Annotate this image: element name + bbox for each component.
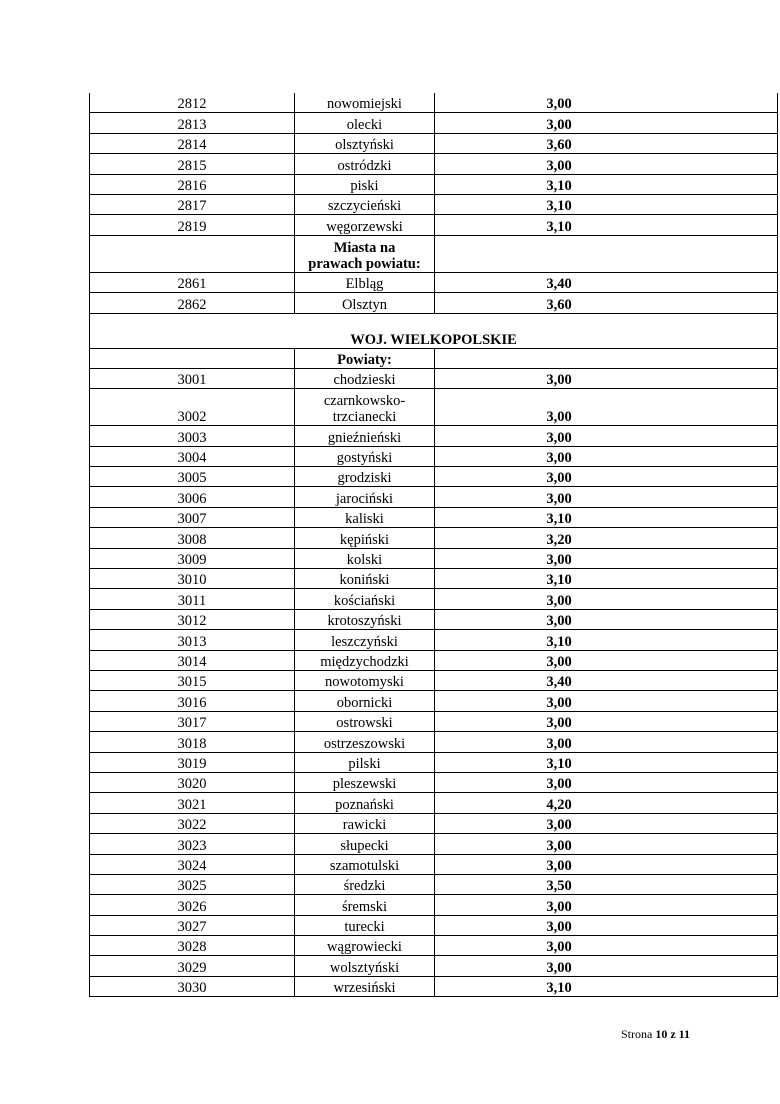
- rate-cell: [435, 609, 778, 629]
- county-name: leszczyński: [331, 633, 398, 650]
- code-text: 3007: [177, 511, 207, 528]
- rate-value: 3,00: [546, 470, 572, 487]
- rate-value: 3,40: [546, 276, 572, 293]
- code-cell: [90, 752, 295, 772]
- code-cell: [90, 670, 295, 690]
- code-cell: [90, 630, 295, 650]
- rate-value: 3,40: [546, 674, 572, 691]
- county-name: gostyński: [336, 450, 393, 467]
- code-cell: [90, 93, 295, 113]
- table-row: [90, 711, 778, 731]
- code-cell: [90, 834, 295, 854]
- table-row: [90, 732, 778, 752]
- code-text: 3018: [177, 735, 207, 752]
- rate-value: 3,50: [546, 878, 572, 895]
- code-text: 3010: [177, 572, 207, 589]
- code-text: 2816: [177, 177, 207, 194]
- footer-page-number: 10: [655, 1027, 668, 1041]
- code-text: 3013: [177, 633, 207, 650]
- county-name: obornicki: [336, 694, 393, 711]
- table-row: [90, 194, 778, 214]
- rate-value: 3,00: [546, 490, 572, 507]
- county-cell: [295, 194, 435, 214]
- table-row: [90, 936, 778, 956]
- rate-cell: [435, 895, 778, 915]
- table-row: [90, 389, 778, 426]
- county-name: jarociński: [335, 490, 394, 507]
- code-cell: [90, 854, 295, 874]
- county-cell: [295, 215, 435, 235]
- table-row: [90, 630, 778, 650]
- rate-value: 3,00: [546, 817, 572, 834]
- footer-separator: z: [670, 1027, 676, 1041]
- rate-value: 3,60: [546, 296, 572, 313]
- section-subheader: [295, 235, 435, 272]
- county-name: szczycieński: [327, 198, 402, 215]
- table-row: [90, 609, 778, 629]
- code-cell: [90, 915, 295, 935]
- table-row: [90, 426, 778, 446]
- rate-value: 3,00: [546, 116, 572, 133]
- county-name: pleszewski: [332, 776, 397, 793]
- rate-cell: [435, 874, 778, 894]
- rate-cell: [435, 507, 778, 527]
- county-cell: [295, 174, 435, 194]
- county-cell: [295, 154, 435, 174]
- code-text: 2815: [177, 157, 207, 174]
- code-cell: [90, 194, 295, 214]
- code-text: 2813: [177, 116, 207, 133]
- rate-cell: [435, 732, 778, 752]
- county-cell: [295, 936, 435, 956]
- code-cell: [90, 589, 295, 609]
- rate-cell: [435, 813, 778, 833]
- code-text: 3008: [177, 531, 207, 548]
- rate-cell: [435, 446, 778, 466]
- code-cell: [90, 293, 295, 313]
- rate-cell: [435, 113, 778, 133]
- rate-cell: [435, 670, 778, 690]
- county-cell: [295, 650, 435, 670]
- table-row: [90, 834, 778, 854]
- county-cell: [295, 609, 435, 629]
- code-cell: [90, 732, 295, 752]
- county-name: szamotulski: [329, 857, 400, 874]
- code-cell: [90, 772, 295, 792]
- code-text: 3026: [177, 898, 207, 915]
- code-text: 3001: [177, 372, 207, 389]
- code-cell: [90, 569, 295, 589]
- county-cell: [295, 589, 435, 609]
- county-name: międzychodzki: [320, 653, 409, 670]
- code-text: 3021: [177, 796, 207, 813]
- rate-cell: [435, 93, 778, 113]
- rate-cell: [435, 368, 778, 388]
- county-name: nowomiejski: [327, 96, 402, 113]
- rate-cell: [435, 630, 778, 650]
- county-name: koniński: [339, 572, 390, 589]
- code-cell: [90, 976, 295, 996]
- code-cell: [90, 113, 295, 133]
- table-row: [90, 895, 778, 915]
- table-row: [90, 691, 778, 711]
- rate-value: 3,00: [546, 613, 572, 630]
- rate-value: 4,20: [546, 796, 572, 813]
- county-name: turecki: [344, 919, 385, 936]
- rate-value: 3,10: [546, 980, 572, 997]
- county-name-line: trzcianecki: [332, 409, 397, 426]
- code-text: 3002: [177, 409, 207, 426]
- county-name-line: czarnkowsko-: [323, 393, 406, 410]
- rate-cell: [435, 548, 778, 568]
- rate-value: 3,10: [546, 755, 572, 772]
- code-cell: [90, 154, 295, 174]
- code-text: 3020: [177, 776, 207, 793]
- table-row: [90, 235, 778, 272]
- county-cell: [295, 293, 435, 313]
- county-cell: [295, 711, 435, 731]
- code-cell: [90, 813, 295, 833]
- table-row: [90, 174, 778, 194]
- table-row: [90, 874, 778, 894]
- code-text: 3019: [177, 755, 207, 772]
- rate-cell: [435, 389, 778, 426]
- rate-value: 3,10: [546, 198, 572, 215]
- code-cell-empty: [90, 348, 295, 368]
- county-name: słupecki: [340, 837, 389, 854]
- code-cell: [90, 895, 295, 915]
- county-cell: [295, 793, 435, 813]
- footer-page-total: 11: [678, 1027, 690, 1041]
- county-cell: [295, 834, 435, 854]
- rate-cell-empty: [435, 348, 778, 368]
- county-name: olecki: [346, 116, 383, 133]
- section-subheader: [295, 348, 435, 368]
- county-cell: [295, 389, 435, 426]
- region-title: WOJ. WIELKOPOLSKIE: [350, 331, 517, 348]
- code-cell: [90, 467, 295, 487]
- code-text: 3005: [177, 470, 207, 487]
- county-name: Olsztyn: [341, 296, 388, 313]
- rate-cell-empty: [435, 235, 778, 272]
- rate-cell: [435, 752, 778, 772]
- table-row: [90, 976, 778, 996]
- code-text: 3012: [177, 613, 207, 630]
- code-cell: [90, 133, 295, 153]
- code-text: 3016: [177, 694, 207, 711]
- code-cell: [90, 793, 295, 813]
- table-row: [90, 113, 778, 133]
- county-cell: [295, 813, 435, 833]
- county-name: węgorzewski: [326, 218, 403, 235]
- county-name: kościański: [333, 592, 396, 609]
- page-footer: [621, 1027, 690, 1042]
- code-text: 3017: [177, 715, 207, 732]
- county-cell: [295, 752, 435, 772]
- table-row: [90, 528, 778, 548]
- county-name: krotoszyński: [327, 613, 402, 630]
- code-cell: [90, 426, 295, 446]
- rate-cell: [435, 691, 778, 711]
- county-cell: [295, 895, 435, 915]
- table-row: [90, 154, 778, 174]
- code-text: 2817: [177, 198, 207, 215]
- code-cell: [90, 874, 295, 894]
- code-cell: [90, 528, 295, 548]
- table-row: [90, 348, 778, 368]
- county-name: ostrzeszowski: [323, 735, 406, 752]
- county-cell: [295, 426, 435, 446]
- table-row: [90, 915, 778, 935]
- county-name: grodziski: [337, 470, 392, 487]
- rate-value: 3,00: [546, 919, 572, 936]
- county-name: kępiński: [339, 531, 390, 548]
- code-cell: [90, 368, 295, 388]
- county-name: ostrowski: [336, 715, 393, 732]
- county-name: kolski: [346, 552, 383, 569]
- rate-cell: [435, 487, 778, 507]
- rate-cell: [435, 976, 778, 996]
- code-text: 3023: [177, 837, 207, 854]
- rate-value: 3,60: [546, 137, 572, 154]
- rate-cell: [435, 936, 778, 956]
- code-text: 2862: [177, 296, 207, 313]
- county-name: olsztyński: [335, 137, 394, 154]
- code-cell: [90, 548, 295, 568]
- rate-value: 3,00: [546, 96, 572, 113]
- code-text: 3029: [177, 959, 207, 976]
- code-text: 3025: [177, 878, 207, 895]
- table-row: [90, 670, 778, 690]
- county-cell: [295, 630, 435, 650]
- county-cell: [295, 772, 435, 792]
- county-cell: [295, 507, 435, 527]
- subheader-line: prawach powiatu:: [308, 255, 421, 272]
- rate-value: 3,10: [546, 511, 572, 528]
- rate-value: 3,00: [546, 372, 572, 389]
- county-cell: [295, 854, 435, 874]
- county-name: nowotomyski: [325, 674, 404, 691]
- rate-cell: [435, 915, 778, 935]
- code-text: 2812: [177, 96, 207, 113]
- code-text: 3027: [177, 919, 207, 936]
- county-cell: [295, 272, 435, 292]
- county-cell: [295, 915, 435, 935]
- county-cell: [295, 548, 435, 568]
- rate-value: 3,00: [546, 653, 572, 670]
- rate-cell: [435, 272, 778, 292]
- code-cell-empty: [90, 235, 295, 272]
- rate-value: 3,00: [546, 939, 572, 956]
- code-text: 3015: [177, 674, 207, 691]
- rate-cell: [435, 569, 778, 589]
- table-row: [90, 507, 778, 527]
- code-cell: [90, 215, 295, 235]
- rate-value: 3,00: [546, 450, 572, 467]
- region-header: [90, 313, 778, 348]
- table-row: [90, 772, 778, 792]
- rate-cell: [435, 194, 778, 214]
- county-name: wolsztyński: [329, 959, 400, 976]
- code-text: 2861: [177, 276, 207, 293]
- table-row: [90, 293, 778, 313]
- code-cell: [90, 956, 295, 976]
- county-name: rawicki: [342, 817, 387, 834]
- rate-value: 3,00: [546, 735, 572, 752]
- county-cell: [295, 93, 435, 113]
- code-text: 3009: [177, 552, 207, 569]
- county-cell: [295, 976, 435, 996]
- rate-cell: [435, 293, 778, 313]
- county-cell: [295, 670, 435, 690]
- county-name: ostródzki: [337, 157, 392, 174]
- county-name: piski: [350, 177, 379, 194]
- code-text: 3004: [177, 450, 207, 467]
- table-row: [90, 133, 778, 153]
- rate-value: 3,10: [546, 633, 572, 650]
- rate-cell: [435, 772, 778, 792]
- code-cell: [90, 936, 295, 956]
- rates-table: [89, 93, 778, 997]
- code-text: 3022: [177, 817, 207, 834]
- rate-value: 3,00: [546, 898, 572, 915]
- county-cell: [295, 467, 435, 487]
- table-row: [90, 487, 778, 507]
- county-cell: [295, 113, 435, 133]
- table-row: [90, 446, 778, 466]
- code-cell: [90, 272, 295, 292]
- county-name: wągrowiecki: [327, 939, 402, 956]
- county-cell: [295, 368, 435, 388]
- rate-cell: [435, 528, 778, 548]
- code-text: 2819: [177, 218, 207, 235]
- code-text: 3014: [177, 653, 207, 670]
- county-name: śremski: [341, 898, 388, 915]
- table-row: [90, 793, 778, 813]
- rate-value: 3,00: [546, 429, 572, 446]
- county-cell: [295, 691, 435, 711]
- rate-value: 3,00: [546, 776, 572, 793]
- table-row: [90, 215, 778, 235]
- table-row: [90, 272, 778, 292]
- code-cell: [90, 691, 295, 711]
- rate-cell: [435, 834, 778, 854]
- county-name: gnieźnieński: [327, 429, 402, 446]
- rate-cell: [435, 956, 778, 976]
- table-row: [90, 548, 778, 568]
- table-row: [90, 854, 778, 874]
- code-cell: [90, 446, 295, 466]
- code-cell: [90, 389, 295, 426]
- rate-cell: [435, 467, 778, 487]
- rate-cell: [435, 793, 778, 813]
- county-name: chodzieski: [333, 372, 396, 389]
- rate-value: 3,10: [546, 572, 572, 589]
- rate-value: 3,00: [546, 959, 572, 976]
- subheader-line: Powiaty:: [337, 351, 392, 368]
- rate-value: 3,20: [546, 531, 572, 548]
- code-text: 3030: [177, 980, 207, 997]
- code-cell: [90, 650, 295, 670]
- code-cell: [90, 487, 295, 507]
- rate-cell: [435, 854, 778, 874]
- rate-value: 3,00: [546, 592, 572, 609]
- rate-value: 3,10: [546, 177, 572, 194]
- county-cell: [295, 133, 435, 153]
- rate-value: 3,00: [546, 409, 572, 426]
- code-text: 3028: [177, 939, 207, 956]
- rate-value: 3,00: [546, 694, 572, 711]
- code-cell: [90, 174, 295, 194]
- code-cell: [90, 711, 295, 731]
- rate-cell: [435, 589, 778, 609]
- table-row: [90, 752, 778, 772]
- rate-value: 3,00: [546, 552, 572, 569]
- county-name: kaliski: [345, 511, 384, 528]
- table-row: [90, 467, 778, 487]
- county-cell: [295, 874, 435, 894]
- county-name: Elbląg: [345, 276, 384, 293]
- rate-value: 3,10: [546, 218, 572, 235]
- rate-cell: [435, 133, 778, 153]
- rate-cell: [435, 426, 778, 446]
- rate-cell: [435, 215, 778, 235]
- county-cell: [295, 446, 435, 466]
- table-row: [90, 813, 778, 833]
- rates-table-body: [90, 93, 778, 997]
- table-row: [90, 569, 778, 589]
- table-row: [90, 313, 778, 348]
- county-name: poznański: [335, 796, 394, 813]
- county-name: wrzesiński: [333, 980, 396, 997]
- code-cell: [90, 507, 295, 527]
- rate-cell: [435, 650, 778, 670]
- county-cell: [295, 956, 435, 976]
- rate-value: 3,00: [546, 157, 572, 174]
- table-row: [90, 650, 778, 670]
- rate-cell: [435, 711, 778, 731]
- footer-label: Strona: [620, 1027, 653, 1041]
- county-cell: [295, 528, 435, 548]
- code-cell: [90, 609, 295, 629]
- county-cell: [295, 569, 435, 589]
- table-row: [90, 589, 778, 609]
- code-text: 3003: [177, 429, 207, 446]
- rate-value: 3,00: [546, 837, 572, 854]
- table-row: [90, 368, 778, 388]
- county-name: pilski: [348, 755, 381, 772]
- county-cell: [295, 487, 435, 507]
- code-text: 3006: [177, 490, 207, 507]
- rate-cell: [435, 154, 778, 174]
- rate-value: 3,00: [546, 715, 572, 732]
- code-text: 2814: [177, 137, 207, 154]
- table-row: [90, 93, 778, 113]
- rate-value: 3,00: [546, 857, 572, 874]
- county-name: średzki: [343, 878, 386, 895]
- county-cell: [295, 732, 435, 752]
- table-row: [90, 956, 778, 976]
- rate-cell: [435, 174, 778, 194]
- code-text: 3011: [177, 592, 207, 609]
- code-text: 3024: [177, 857, 207, 874]
- subheader-line: Miasta na: [333, 239, 396, 256]
